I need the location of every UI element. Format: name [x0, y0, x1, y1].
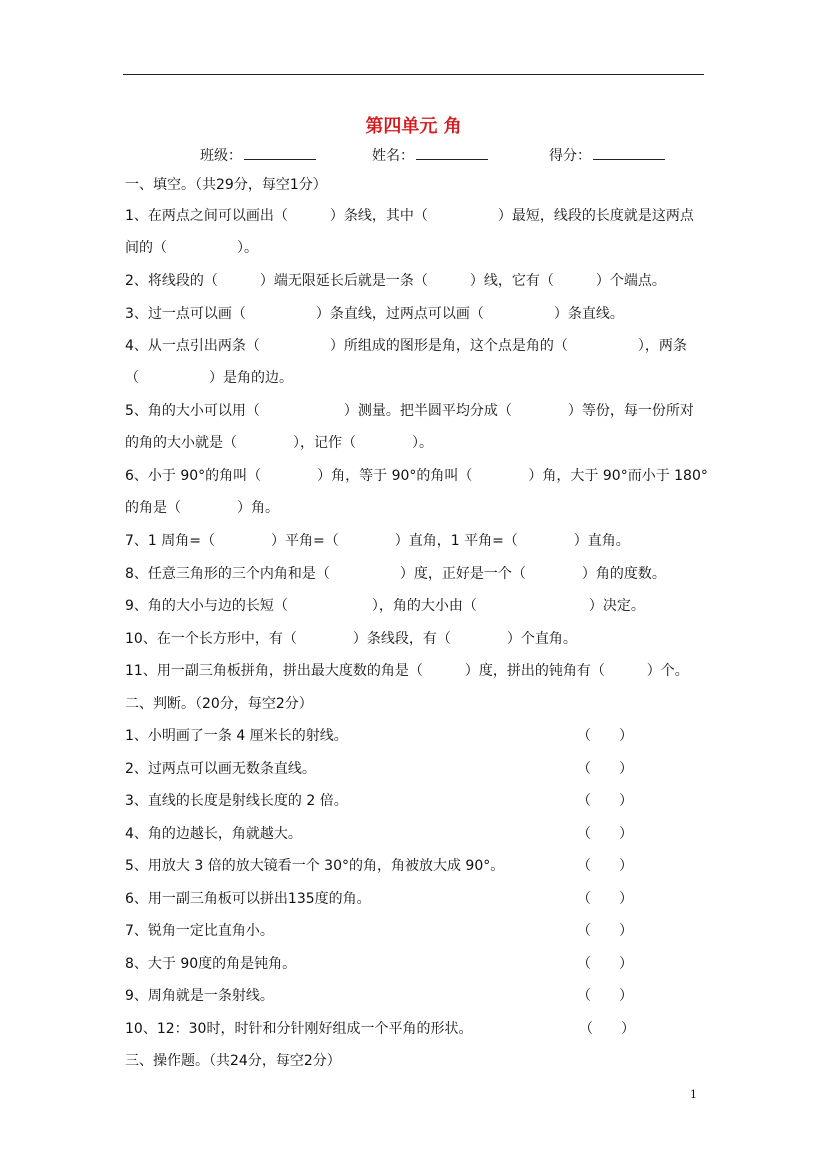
page-title: 第四单元 角 — [365, 116, 462, 137]
question-1-line-1: 1、在两点之间可以画出（ ）条线，其中（ ）最短，线段的长度就是这两点 — [125, 208, 694, 224]
judge-answer-10[interactable]: （ ） — [579, 1021, 635, 1037]
question-10: 10、在一个长方形中，有（ ）条线段，有（ ）个直角。 — [125, 631, 577, 647]
judge-item-9: 9、周角就是一条射线。 — [125, 988, 274, 1004]
class-label: 班级： — [200, 148, 242, 164]
judge-item-10: 10、12：30时，时针和分针刚好组成一个平角的形状。 — [125, 1021, 473, 1037]
question-3: 3、过一点可以画（ ）条直线，过两点可以画（ ）条直线。 — [125, 306, 624, 322]
question-7: 7、1 周角=（ ）平角=（ ）直角，1 平角=（ ）直角。 — [125, 533, 630, 549]
name-blank[interactable] — [416, 145, 488, 160]
section2-heading: 二、判断。（20分，每空2分） — [125, 696, 313, 712]
section1-heading: 一、填空。（共29分，每空1分） — [125, 177, 327, 193]
question-1-line-2: 间的（ ）。 — [125, 240, 258, 256]
judge-answer-9[interactable]: （ ） — [577, 988, 633, 1004]
judge-item-2: 2、过两点可以画无数条直线。 — [125, 761, 316, 777]
name-label: 姓名： — [372, 148, 414, 164]
question-8: 8、任意三角形的三个内角和是（ ）度，正好是一个（ ）角的度数。 — [125, 566, 666, 582]
class-field — [200, 145, 316, 165]
judge-item-3: 3、直线的长度是射线长度的 2 倍。 — [125, 793, 348, 809]
judge-item-8: 8、大于 90度的角是钝角。 — [125, 956, 297, 972]
score-label: 得分： — [549, 148, 591, 164]
judge-answer-7[interactable]: （ ） — [577, 923, 633, 939]
question-5-line-1: 5、角的大小可以用（ ）测量。把半圆平均分成（ ）等份，每一份所对 — [125, 403, 694, 419]
judge-answer-4[interactable]: （ ） — [577, 826, 633, 842]
section3-heading: 三、操作题。（共24分，每空2分） — [125, 1053, 341, 1069]
judge-answer-6[interactable]: （ ） — [577, 891, 633, 907]
judge-item-4: 4、角的边越长，角就越大。 — [125, 826, 302, 842]
judge-item-5: 5、用放大 3 倍的放大镜看一个 30°的角，角被放大成 90°。 — [125, 858, 505, 874]
header-rule — [123, 74, 704, 75]
judge-answer-3[interactable]: （ ） — [577, 793, 633, 809]
score-blank[interactable] — [593, 145, 665, 160]
question-5-line-2: 的角的大小就是（ ），记作（ ）。 — [125, 435, 433, 451]
question-6-line-1: 6、小于 90°的角叫（ ）角，等于 90°的角叫（ ）角，大于 90°而小于 180° — [125, 468, 708, 484]
judge-answer-2[interactable]: （ ） — [577, 761, 633, 777]
judge-answer-1[interactable]: （ ） — [577, 728, 633, 744]
question-6-line-2: 的角是（ ）角。 — [125, 500, 279, 516]
score-field — [549, 145, 665, 165]
judge-item-7: 7、锐角一定比直角小。 — [125, 923, 274, 939]
judge-answer-5[interactable]: （ ） — [577, 858, 633, 874]
name-field — [372, 145, 488, 165]
question-2: 2、将线段的（ ）端无限延长后就是一条（ ）线，它有（ ）个端点。 — [125, 273, 666, 289]
question-9: 9、角的大小与边的长短（ ），角的大小由（ ）决定。 — [125, 598, 645, 614]
question-4-line-1: 4、从一点引出两条（ ）所组成的图形是角，这个点是角的（ ），两条 — [125, 338, 687, 354]
judge-answer-8[interactable]: （ ） — [577, 956, 633, 972]
question-11: 11、用一副三角板拼角，拼出最大度数的角是（ ）度，拼出的钝角有（ ）个。 — [125, 663, 689, 679]
question-4-line-2: （ ）是角的边。 — [125, 370, 293, 386]
judge-item-6: 6、用一副三角板可以拼出135度的角。 — [125, 891, 371, 907]
judge-item-1: 1、小明画了一条 4 厘米长的射线。 — [125, 728, 348, 744]
class-blank[interactable] — [244, 145, 316, 160]
page-number: 1 — [690, 1088, 697, 1101]
